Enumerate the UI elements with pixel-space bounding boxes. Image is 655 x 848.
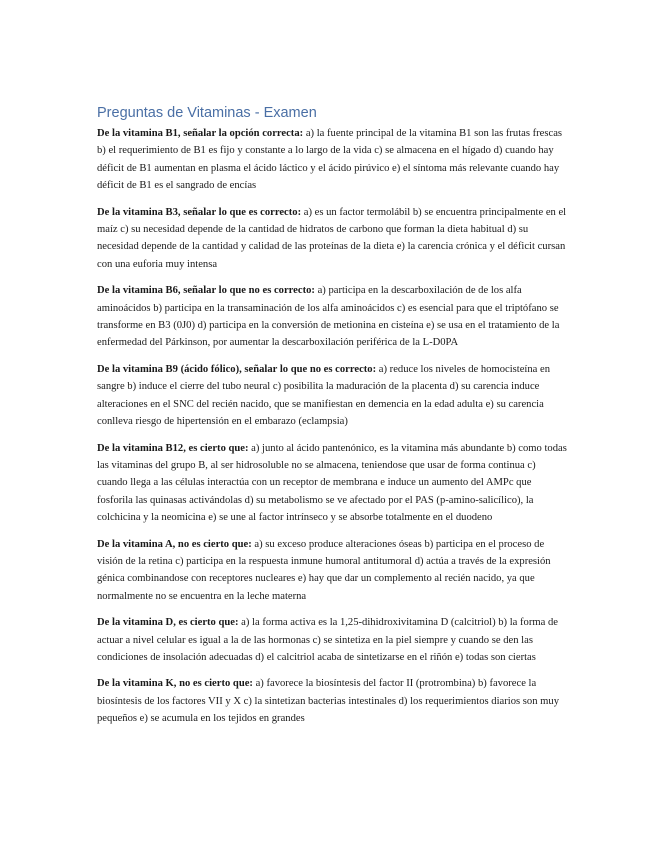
question-options: a) participa en la descarboxilación de de los alfa aminoácidos b) participa en la transaminación de los alfa aminoácidos c) es esencial para que el triptófano se transforme en B3 (0J0) d) participa en la conversión de metionina en cisteína e) se usa en el tratamiento de la enfermedad del Párkinson, por aumentar la descarboxilación periférica de la L-D0PA bbox=[97, 285, 560, 349]
question-options: a) junto al ácido pantenónico, es la vitamina más abundante b) como todas las vitaminas del grupo B, al ser hidrosoluble no se almacena, teniendose que usar de forma continua c) cuando llega a las células interactúa con un receptor de membrana e induce un aumento del AMPc que fosforila las quinasas activándolas d) su metabolismo se ve afectado por el PAS (p-amino-salicílico), la colchicina y la neomicina e) se une al factor intrínseco y se absorbe totalmente en el duodeno bbox=[97, 442, 567, 524]
question-k bbox=[97, 675, 567, 727]
question-b3 bbox=[97, 204, 567, 274]
question-lead: De la vitamina B9 (ácido fólico), señalar lo que no es correcto: bbox=[97, 363, 377, 375]
question-options: a) la fuente principal de la vitamina B1 son las frutas frescas b) el requerimiento de B1 es fijo y constante a lo largo de la vida c) se almacena en el hígado d) cuando hay déficit de B1 aumentan en plasma el ácido láctico y el ácido pirúvico e) el síntoma más relevante cuando hay déficit de B1 es el sangrado de encías bbox=[97, 128, 563, 192]
question-options: a) reduce los niveles de homocisteína en sangre b) induce el cierre del tubo neural c) posibilita la maduración de la placenta d) su carencia induce alteraciones en el SNC del recién nacido, que se manifiestan en demencia en la edad adulta e) su carencia conlleva riesgo de hipertensión en el embarazo (eclampsia) bbox=[97, 363, 550, 428]
question-b1 bbox=[97, 125, 567, 195]
question-options: a) es un factor termolábil b) se encuentra principalmente en el maíz c) su necesidad depende de la cantidad de hidratos de carbono que forman la dieta habitual d) su necesidad depende de la cantidad y calidad de las proteínas de la dieta e) la carencia crónica y el déficit cursan con una euforia muy intensa bbox=[97, 206, 567, 270]
question-d bbox=[97, 614, 567, 666]
question-b9 bbox=[97, 361, 567, 431]
question-lead: De la vitamina B3, señalar lo que es correcto: bbox=[97, 206, 302, 218]
question-options: a) favorece la biosíntesis del factor II (protrombina) b) favorece la biosíntesis de los factores VII y X c) la sintetizan bacterias intestinales d) los requerimientos diarios son muy pequeños e) se acumula en los tejidos en grandes bbox=[97, 678, 559, 725]
question-a bbox=[97, 536, 567, 606]
question-lead: De la vitamina K, no es cierto que: bbox=[97, 678, 253, 690]
question-b6 bbox=[97, 282, 567, 352]
question-lead: De la vitamina B12, es cierto que: bbox=[97, 442, 249, 454]
question-options: a) su exceso produce alteraciones óseas b) participa en el proceso de visión de la retina c) participa en la respuesta inmune humoral antitumoral d) actúa a través de la expresión génica combinandose con receptores nucleares e) hay que dar un complemento al recién nacido, ya que normalmente no se encuentra en la leche materna bbox=[97, 538, 551, 602]
question-lead: De la vitamina A, no es cierto que: bbox=[97, 538, 252, 550]
question-lead: De la vitamina D, es cierto que: bbox=[97, 617, 239, 629]
question-lead: De la vitamina B6, señalar lo que no es correcto: bbox=[97, 285, 315, 297]
question-lead: De la vitamina B1, señalar la opción correcta: bbox=[97, 128, 304, 139]
document-title: Preguntas de Vitaminas - Examen bbox=[97, 105, 317, 121]
question-options: a) la forma activa es la 1,25-dihidroxivitamina D (calcitriol) b) la forma de actuar a nivel celular es igual a la de las hormonas c) se sintetiza en la piel siempre y cuando se den las condiciones de insolación adecuadas d) el calcitriol acaba de sintetizarse en el riñón e) todas son ciertas bbox=[97, 617, 558, 663]
question-b12 bbox=[97, 440, 567, 527]
